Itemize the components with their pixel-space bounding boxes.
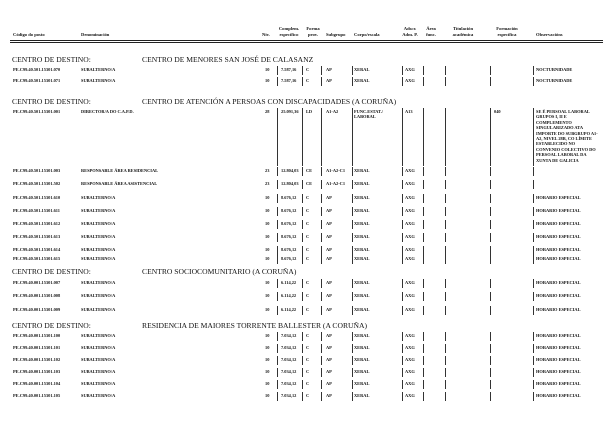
cell-complemento: 8.676,12 [281,208,297,213]
cell-adscr: AXG [405,208,415,213]
table-row [0,168,615,178]
cell-corpo: XERAL [354,345,370,350]
cell-complemento: 7.034,12 [281,357,297,362]
cell-corpo: XERAL [354,369,370,374]
cell-forma: C [306,195,310,200]
cell-codigo: PE.C99.40.501.15301.502 [13,181,61,186]
cell-denominacion: SUBALTERNO/A [81,369,116,374]
cell-nivel: 10 [265,333,270,338]
cell-adscr: AXG [405,381,415,386]
cell-observacions: HORARIO ESPECIAL [536,333,581,338]
cell-forma: C [306,67,310,72]
cell-denominacion: SUBALTERNO/A [81,195,116,200]
cell-denominacion: SUBALTERNO/A [81,221,116,226]
section-name: CENTRO DE MENORES SAN JOSÉ DE CALASANZ [142,55,314,64]
cell-nivel: 10 [265,221,270,226]
cell-adscr: AXG [405,369,415,374]
header-subgrupo: Subgrupo [326,32,346,37]
cell-denominacion: RESPONSABLE ÁREA RESIDENCIAL [81,168,159,173]
cell-adscr: A13 [405,109,413,114]
cell-complemento: 8.676,12 [281,195,297,200]
cell-subgrupo: AP [326,357,332,362]
cell-complemento: 7.034,12 [281,369,297,374]
cell-codigo: PE.C99.40.501.15301.003 [13,168,61,173]
cell-denominacion: SUBALTERNO/A [81,381,116,386]
table-row [0,393,615,403]
cell-complemento: 12.804,03 [281,181,299,186]
cell-observacions: NOCTURNIDADE [536,78,573,83]
cell-observacions: HORARIO ESPECIAL [536,393,581,398]
cell-subgrupo: AP [326,67,332,72]
cell-denominacion: SUBALTERNO/A [81,247,116,252]
cell-observacions: HORARIO ESPECIAL [536,221,581,226]
table-row [0,221,615,231]
header-formacion: Formación específica [496,26,518,37]
cell-nivel: 10 [265,345,270,350]
cell-observacions: HORARIO ESPECIAL [536,345,581,350]
cell-codigo: PE.C99.40.501.15301.071 [13,78,61,83]
cell-subgrupo: AP [326,208,332,213]
cell-adscr: AXG [405,256,415,261]
cell-denominacion: SUBALTERNO/A [81,393,116,398]
cell-corpo: XERAL [354,381,370,386]
cell-codigo: PE.C99.40.001.15301.007 [13,280,61,285]
cell-denominacion: SUBALTERNO/A [81,307,116,312]
cell-corpo: FUNC.ESTAT./ LABORAL [354,109,384,120]
cell-adscr: AXG [405,357,415,362]
table-row [0,181,615,191]
cell-complemento: 7.034,12 [281,393,297,398]
cell-denominacion: SUBALTERNO/A [81,345,116,350]
cell-codigo: PE.C99.40.001.15301.100 [13,333,61,338]
cell-nivel: 10 [265,247,270,252]
cell-codigo: PE.C99.40.001.15301.104 [13,381,61,386]
table-row [0,381,615,391]
cell-subgrupo: AP [326,345,332,350]
cell-subgrupo: AP [326,195,332,200]
cell-denominacion: SUBALTERNO/A [81,234,116,239]
header-corpo: Corpo/escala [354,32,380,37]
cell-corpo: XERAL [354,256,370,261]
cell-denominacion: SUBALTERNO/A [81,256,116,261]
cell-observacions: HORARIO ESPECIAL [536,381,581,386]
cell-observacions: HORARIO ESPECIAL [536,234,581,239]
cell-subgrupo: AP [326,381,332,386]
cell-forma: C [306,307,310,312]
cell-adscr: AXG [405,333,415,338]
cell-subgrupo: AP [326,333,332,338]
table-row [0,234,615,244]
section-label: CENTRO DE DESTINO: [12,321,91,330]
cell-denominacion: SUBALTERNO/A [81,208,116,213]
cell-forma: C [306,78,310,83]
cell-subgrupo: A1-A2-C1 [326,168,346,173]
cell-adscr: AXG [405,307,415,312]
cell-codigo: PE.C99.40.501.15301.615 [13,256,61,261]
cell-denominacion: DIRECTOR/A DO C.A.P.D. [81,109,134,114]
section-label: CENTRO DE DESTINO: [12,97,91,106]
cell-corpo: XERAL [354,333,370,338]
cell-adscr: AXG [405,67,415,72]
cell-codigo: PE.C99.40.001.15301.103 [13,369,61,374]
cell-forma: C [306,247,310,252]
header-area: Área func. [426,26,436,37]
table-row [0,333,615,343]
cell-corpo: XERAL [354,208,370,213]
header-divider [10,40,603,41]
cell-corpo: XERAL [354,234,370,239]
cell-observacions: SE É PERSOAL LABORAL GRUPOS I, II E COMPLEMENTO SINGULARIZADO ATA IMPORTE DO SUBGRUPO A1-A2, NIVEL 28B, CO LÍMITE ESTABLECIDO NO CONVENIO COLECTIVO DO PERSOAL LABORAL DA XUNTA DE GALICIA [536,109,598,163]
table-row [0,280,615,290]
header-codigo: Código do posto [13,32,45,37]
cell-subgrupo: AP [326,234,332,239]
cell-complemento: 25.091,36 [281,109,299,114]
cell-forma: LD [306,109,313,114]
cell-denominacion: SUBALTERNO/A [81,333,116,338]
cell-complemento: 7.034,12 [281,333,297,338]
cell-complemento: 7.587,16 [281,78,297,83]
cell-observacions: HORARIO ESPECIAL [536,256,581,261]
cell-nivel: 10 [265,195,270,200]
cell-observacions: NOCTURNIDADE [536,67,573,72]
cell-complemento: 6.114,22 [281,280,297,285]
cell-observacions: HORARIO ESPECIAL [536,307,581,312]
cell-forma: C [306,280,310,285]
header-titulacion: Titulación académica [452,26,474,37]
cell-nivel: 10 [265,256,270,261]
header-observacions: Observacións [536,32,563,37]
table-row [0,293,615,303]
cell-forma: CE [306,181,313,186]
cell-complemento: 8.676,12 [281,247,297,252]
cell-nivel: 10 [265,280,270,285]
cell-codigo: PE.C99.40.501.15301.612 [13,221,61,226]
cell-codigo: PE.C99.40.501.15301.611 [13,208,60,213]
cell-adscr: AXG [405,234,415,239]
header-complemento: Complem. específico [278,26,300,37]
cell-nivel: 10 [265,67,270,72]
cell-observacions: HORARIO ESPECIAL [536,208,581,213]
header-adscr: Adscr. Adm. P. [402,26,418,37]
cell-adscr: AXG [405,78,415,83]
cell-observacions: HORARIO ESPECIAL [536,195,581,200]
cell-subgrupo: AP [326,280,332,285]
cell-adscr: AXG [405,393,415,398]
cell-forma: C [306,293,310,298]
cell-codigo: PE.C99.40.501.15301.613 [13,234,61,239]
cell-formacion: 040 [494,109,501,114]
cell-corpo: XERAL [354,221,370,226]
cell-forma: C [306,369,310,374]
cell-nivel: 10 [265,307,270,312]
cell-adscr: AXG [405,247,415,252]
section-label: CENTRO DE DESTINO: [12,55,91,64]
cell-nivel: 28 [265,109,270,114]
cell-nivel: 10 [265,381,270,386]
cell-complemento: 8.676,12 [281,256,297,261]
header-divider-second [10,42,603,43]
cell-forma: C [306,256,310,261]
cell-subgrupo: AP [326,307,332,312]
table-row [0,345,615,355]
cell-codigo: PE.C99.40.001.15301.009 [13,307,61,312]
cell-denominacion: RESPONSABLE ÁREA ASISTENCIAL [81,181,158,186]
cell-forma: C [306,381,310,386]
cell-denominacion: SUBALTERNO/A [81,357,116,362]
cell-corpo: XERAL [354,168,370,173]
cell-forma: C [306,234,310,239]
table-row [0,67,615,77]
cell-denominacion: SUBALTERNO/A [81,67,116,72]
cell-nivel: 10 [265,369,270,374]
cell-codigo: PE.C99.40.001.15301.105 [13,393,61,398]
cell-complemento: 8.676,12 [281,234,297,239]
cell-subgrupo: AP [326,247,332,252]
table-row [0,78,615,88]
header-forma: Forma prov. [306,26,320,37]
cell-complemento: 7.034,12 [281,345,297,350]
cell-nivel: 10 [265,234,270,239]
cell-denominacion: SUBALTERNO/A [81,293,116,298]
cell-corpo: XERAL [354,195,370,200]
header-nivel: Niv. [262,32,270,37]
cell-adscr: AXG [405,293,415,298]
cell-subgrupo: AP [326,256,332,261]
table-row [0,307,615,317]
cell-forma: C [306,357,310,362]
table-row [0,208,615,218]
cell-subgrupo: AP [326,393,332,398]
cell-subgrupo: AP [326,78,332,83]
cell-forma: C [306,221,310,226]
cell-observacions: HORARIO ESPECIAL [536,247,581,252]
section-name: RESIDENCIA DE MAIORES TORRENTE BALLESTER (A CORUÑA) [142,321,368,330]
header-denominacion: Denominación [81,32,110,37]
cell-observacions: HORARIO ESPECIAL [536,293,581,298]
cell-corpo: XERAL [354,247,370,252]
cell-corpo: XERAL [354,357,370,362]
cell-corpo: XERAL [354,307,370,312]
section-label: CENTRO DE DESTINO: [12,267,91,276]
cell-nivel: 10 [265,208,270,213]
cell-observacions: HORARIO ESPECIAL [536,369,581,374]
cell-corpo: XERAL [354,78,370,83]
table-row [0,195,615,205]
cell-nivel: 10 [265,393,270,398]
section-name: CENTRO DE ATENCIÓN A PERSOAS CON DISCAPACIDADES (A CORUÑA) [142,97,397,106]
cell-nivel: 10 [265,293,270,298]
table-row [0,369,615,379]
cell-complemento: 7.034,12 [281,381,297,386]
cell-codigo: PE.C99.40.501.15301.001 [13,109,61,114]
cell-adscr: AXG [405,168,415,173]
cell-codigo: PE.C99.40.501.15301.614 [13,247,61,252]
cell-subgrupo: AP [326,221,332,226]
cell-nivel: 10 [265,357,270,362]
cell-subgrupo: AP [326,293,332,298]
cell-complemento: 12.804,03 [281,168,299,173]
cell-adscr: AXG [405,195,415,200]
cell-adscr: AXG [405,280,415,285]
cell-complemento: 6.114,22 [281,307,297,312]
cell-forma: C [306,345,310,350]
cell-corpo: XERAL [354,280,370,285]
section-name: CENTRO SOCIOCOMUNITARIO (A CORUÑA) [142,267,297,276]
cell-corpo: XERAL [354,393,370,398]
table-row [0,256,615,266]
cell-complemento: 8.676,12 [281,221,297,226]
cell-denominacion: SUBALTERNO/A [81,78,116,83]
cell-codigo: PE.C99.40.001.15301.102 [13,357,61,362]
cell-adscr: AXG [405,345,415,350]
cell-complemento: 6.114,22 [281,293,297,298]
cell-observacions: HORARIO ESPECIAL [536,357,581,362]
cell-forma: C [306,393,310,398]
cell-observacions: HORARIO ESPECIAL [536,280,581,285]
cell-corpo: XERAL [354,67,370,72]
cell-forma: C [306,333,310,338]
cell-subgrupo: A1-A2 [326,109,339,114]
cell-nivel: 23 [265,181,270,186]
cell-complemento: 7.587,16 [281,67,297,72]
cell-denominacion: SUBALTERNO/A [81,280,116,285]
table-row [0,109,615,163]
cell-codigo: PE.C99.40.001.15301.008 [13,293,61,298]
cell-nivel: 10 [265,78,270,83]
cell-corpo: XERAL [354,293,370,298]
cell-subgrupo: AP [326,369,332,374]
cell-forma: C [306,208,310,213]
cell-corpo: XERAL [354,181,370,186]
cell-codigo: PE.C99.40.501.15301.070 [13,67,61,72]
cell-adscr: AXG [405,221,415,226]
cell-adscr: AXG [405,181,415,186]
cell-forma: CE [306,168,313,173]
cell-codigo: PE.C99.40.001.15301.101 [13,345,61,350]
cell-subgrupo: A1-A2-C1 [326,181,346,186]
cell-codigo: PE.C99.40.501.15301.610 [13,195,61,200]
cell-nivel: 23 [265,168,270,173]
table-row [0,357,615,367]
